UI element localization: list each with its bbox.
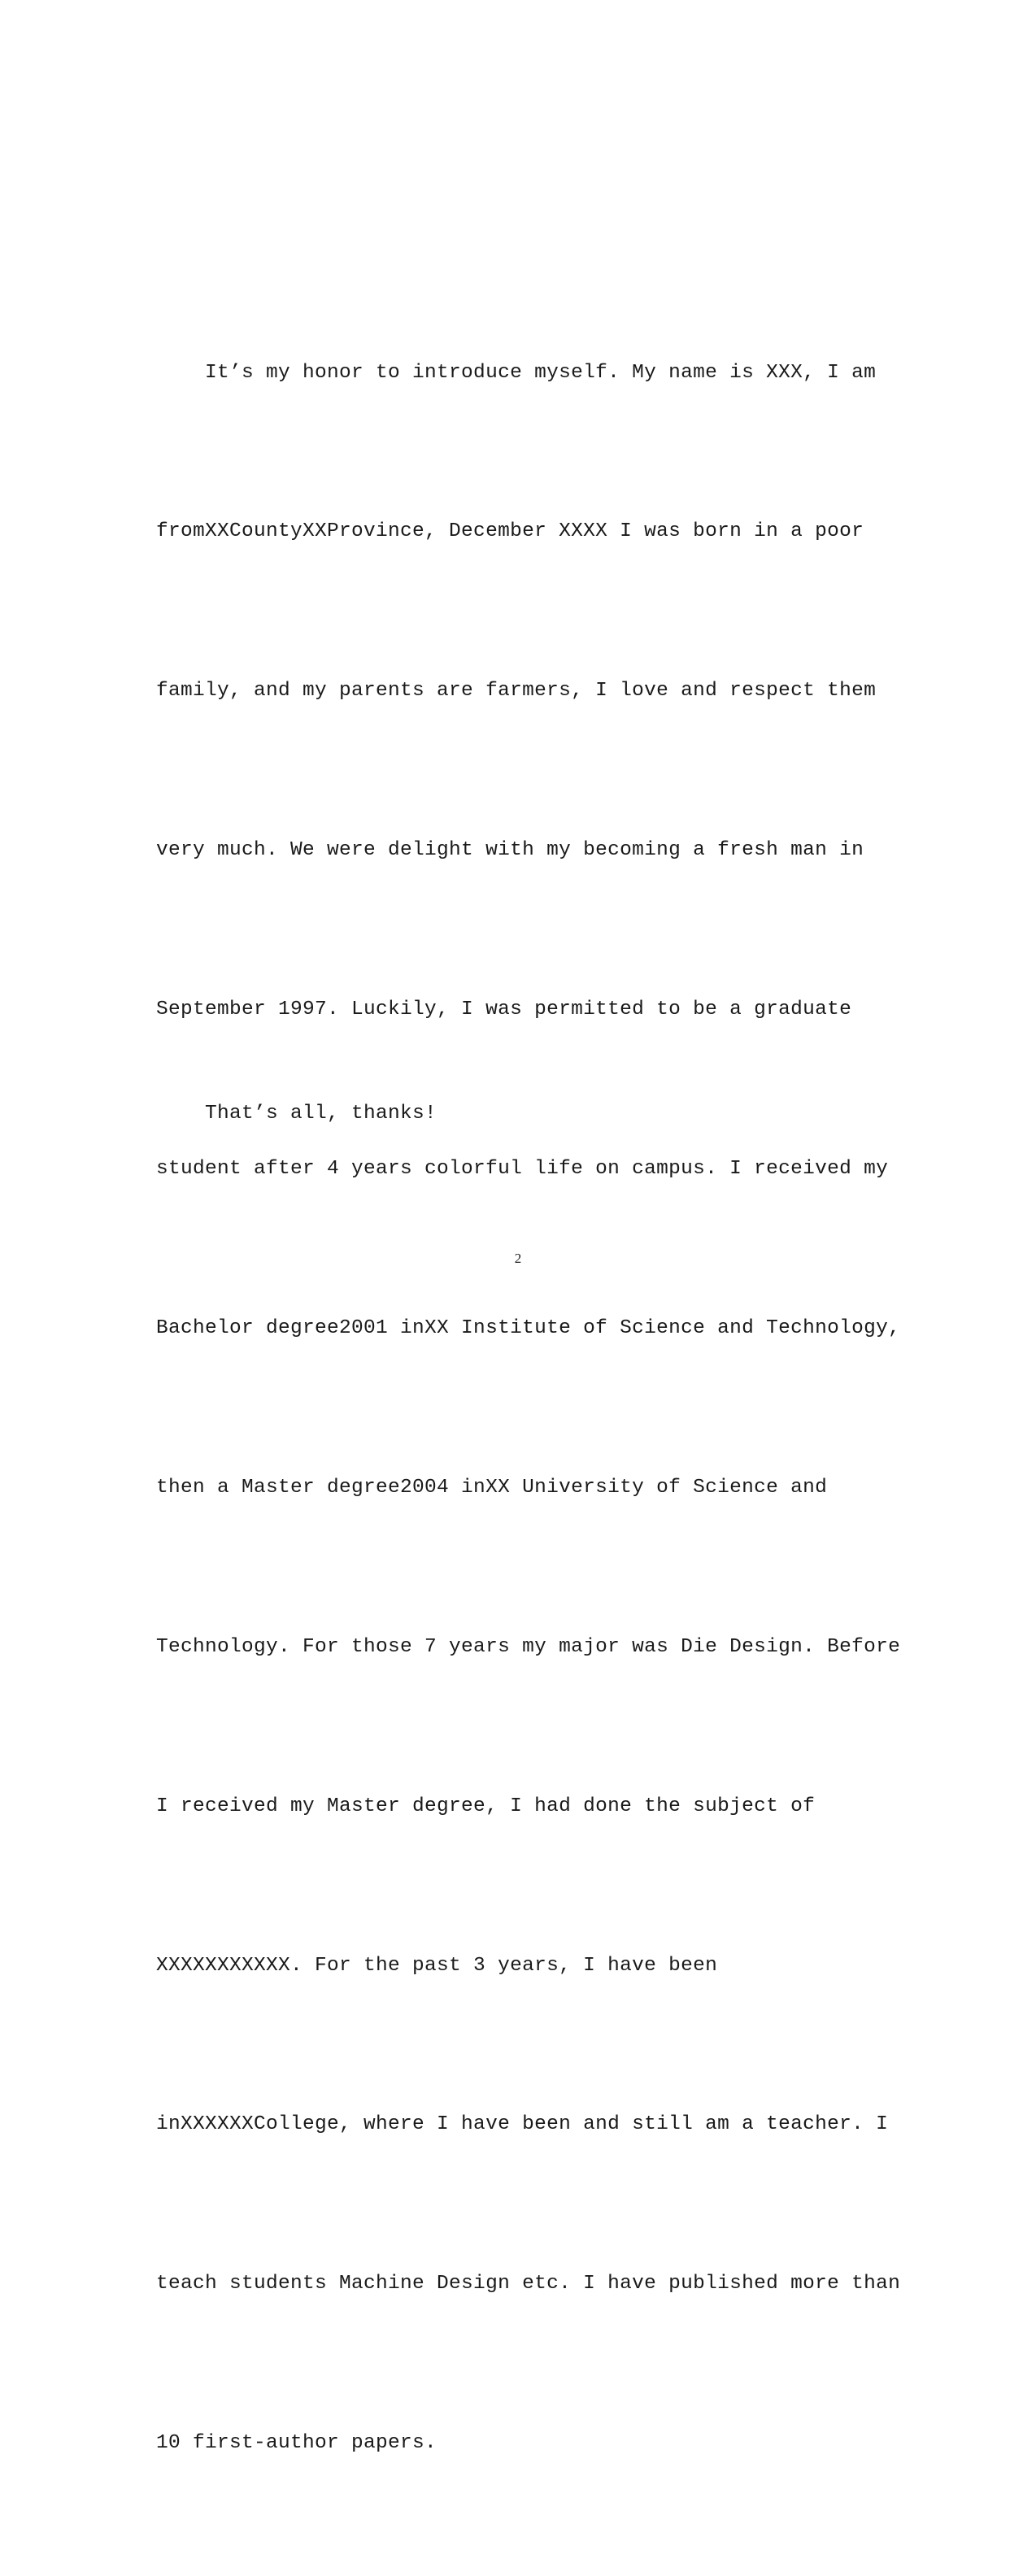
- paragraph-line: XXXXXXXXXXX. For the past 3 years, I have been: [156, 1954, 718, 1977]
- closing-line: That’s all, thanks!: [156, 1103, 437, 1125]
- introduction-paragraph: [156, 240, 901, 2576]
- paragraph-line: September 1997. Luckily, I was permitted to be a graduate: [156, 999, 852, 1021]
- paragraph-line: fromXXCountyXXProvince, December XXXX I was born in a poor: [156, 520, 864, 543]
- paragraph-line: student after 4 years colorful life on campus. I received my: [156, 1158, 889, 1181]
- page-number: 2: [514, 1251, 522, 1266]
- paragraph-line: It’s my honor to introduce myself. My name is XXX, I am: [156, 361, 877, 384]
- paragraph-line: teach students Machine Design etc. I have published more than: [156, 2273, 901, 2295]
- paragraph-line: inXXXXXXCollege, where I have been and still am a teacher. I: [156, 2113, 889, 2136]
- paragraph-line: then a Master degree2004 inXX University of Science and: [156, 1476, 828, 1499]
- paragraph-line: Bachelor degree2001 inXX Institute of Science and Technology,: [156, 1316, 901, 1339]
- paragraph-line: Technology. For those 7 years my major was Die Design. Before: [156, 1635, 901, 1658]
- paragraph-line: 10 first-author papers.: [156, 2432, 437, 2455]
- paragraph-line: I received my Master degree, I had done the subject of: [156, 1795, 816, 1817]
- paragraph-line: very much. We were delight with my becoming a fresh man in: [156, 839, 864, 862]
- paragraph-line: family, and my parents are farmers, I love and respect them: [156, 680, 877, 703]
